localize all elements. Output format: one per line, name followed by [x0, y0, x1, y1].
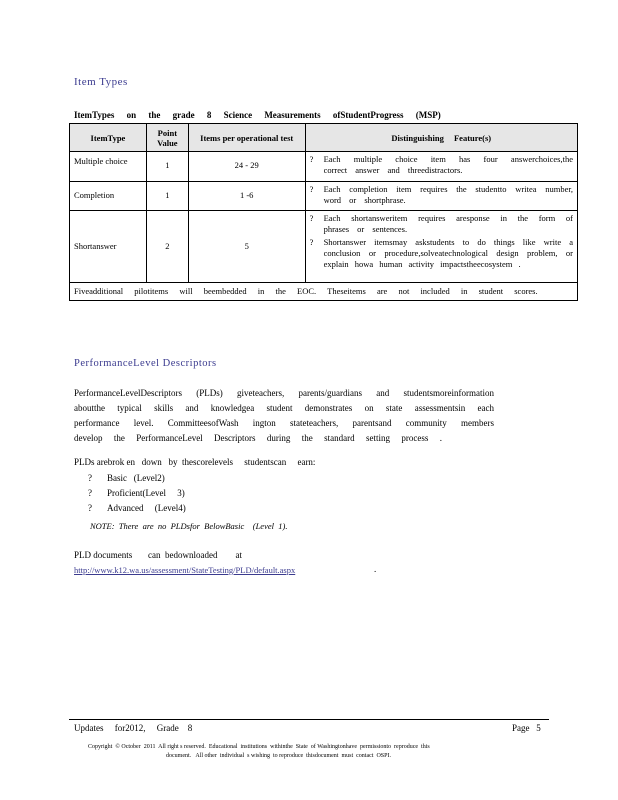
footer-divider — [69, 719, 549, 720]
cell-point-value: 1 — [146, 182, 188, 211]
table-row — [70, 152, 578, 182]
bullet-glyph: ? — [309, 237, 314, 247]
feature-item: ? Each multiple choice item has four answerchoices,the correct answer and threedistractors. — [309, 154, 573, 175]
cell-items-per-test: 24 - 29 — [188, 152, 305, 182]
cell-item-type: Multiple choice — [70, 152, 147, 182]
bullet-glyph: ? — [309, 154, 314, 164]
cell-item-type: Shortanswer — [70, 211, 147, 283]
header-item-type: ItemType — [70, 124, 147, 152]
bullet-glyph: ? — [88, 503, 92, 513]
paragraph-line: develop the PerformanceLevel Descriptors during the standard setting process . — [74, 433, 442, 443]
copyright-line-1: Copyright © October 2011 All right s reserved. Educational institutions withinthe State of Washingtonhave permissionto reproduce this — [88, 744, 430, 750]
link-trailing-period: . — [374, 564, 377, 574]
paragraph-line: aboutthe typical skills and knowledgea student demonstrates on state assessmentsin each — [74, 403, 494, 413]
list-item: ? Basic (Level2) — [88, 471, 186, 486]
bullet-glyph: ? — [309, 184, 314, 194]
feature-item: ? Shortanswer itemsmay askstudents to do things like write a conclusion or procedure,solveatechnological design problem, or explain howa human activity impactstheecosystem . — [309, 237, 573, 269]
pld-download-link[interactable]: http://www.k12.wa.us/assessment/StateTesting/PLD/default.aspx — [74, 565, 296, 575]
cell-items-per-test: 5 — [188, 211, 305, 283]
table-row — [70, 283, 578, 301]
section-heading-pld: PerformanceLevel Descriptors — [74, 358, 217, 369]
cell-item-type: Completion — [70, 182, 147, 211]
table-footnote: Fiveadditional pilotitems will beembedded in the EOC. Theseitems are not included in student scores. — [70, 283, 578, 301]
copyright-line-2: document. All other individual s wishing to reproduce thisdocument must contact OSPI. — [166, 753, 391, 759]
footer-left: Updates for2012, Grade 8 — [74, 723, 193, 733]
header-point-value: Point Value — [146, 124, 188, 152]
item-types-table — [69, 123, 578, 301]
header-items-per-test: Items per operational test — [188, 124, 305, 152]
cell-point-value: 2 — [146, 211, 188, 283]
section-heading-item-types: Item Types — [74, 76, 128, 88]
table-row — [70, 182, 578, 211]
bullet-glyph: ? — [88, 488, 92, 498]
list-item: ? Advanced (Level4) — [88, 501, 186, 516]
footer-page-number: Page 5 — [512, 723, 541, 733]
cell-features — [305, 211, 577, 283]
table-row — [70, 211, 578, 283]
bullet-glyph: ? — [309, 213, 314, 223]
paragraph-line: PerformanceLevelDescriptors (PLDs) giveteachers, parents/guardians and studentsmoreinformation — [74, 388, 494, 398]
cell-items-per-test: 1 -6 — [188, 182, 305, 211]
levels-note: NOTE: There are no PLDsfor BelowBasic (Level 1). — [90, 521, 288, 531]
download-text: PLD documents can bedownloaded at — [74, 550, 242, 560]
feature-item: ? Each shortansweritem requires aresponse in the form of phrases or sentences. — [309, 213, 573, 234]
cell-features — [305, 182, 577, 211]
cell-features — [305, 152, 577, 182]
paragraph-line: performance level. CommitteesofWash ington stateteachers, parentsand community members — [74, 418, 494, 428]
pld-paragraph — [74, 386, 494, 446]
header-features: Distinguishing Feature(s) — [305, 124, 577, 152]
list-item: ? Proficient(Level 3) — [88, 486, 186, 501]
bullet-glyph: ? — [88, 473, 92, 483]
levels-list — [88, 471, 186, 516]
levels-intro: PLDs arebrok en down by thescorelevels studentscan earn: — [74, 457, 316, 467]
feature-item: ? Each completion item requires the studentto writea number, word or shortphrase. — [309, 184, 573, 205]
cell-point-value: 1 — [146, 152, 188, 182]
table-caption: ItemTypes on the grade 8 Science Measurements ofStudentProgress (MSP) — [74, 110, 441, 120]
